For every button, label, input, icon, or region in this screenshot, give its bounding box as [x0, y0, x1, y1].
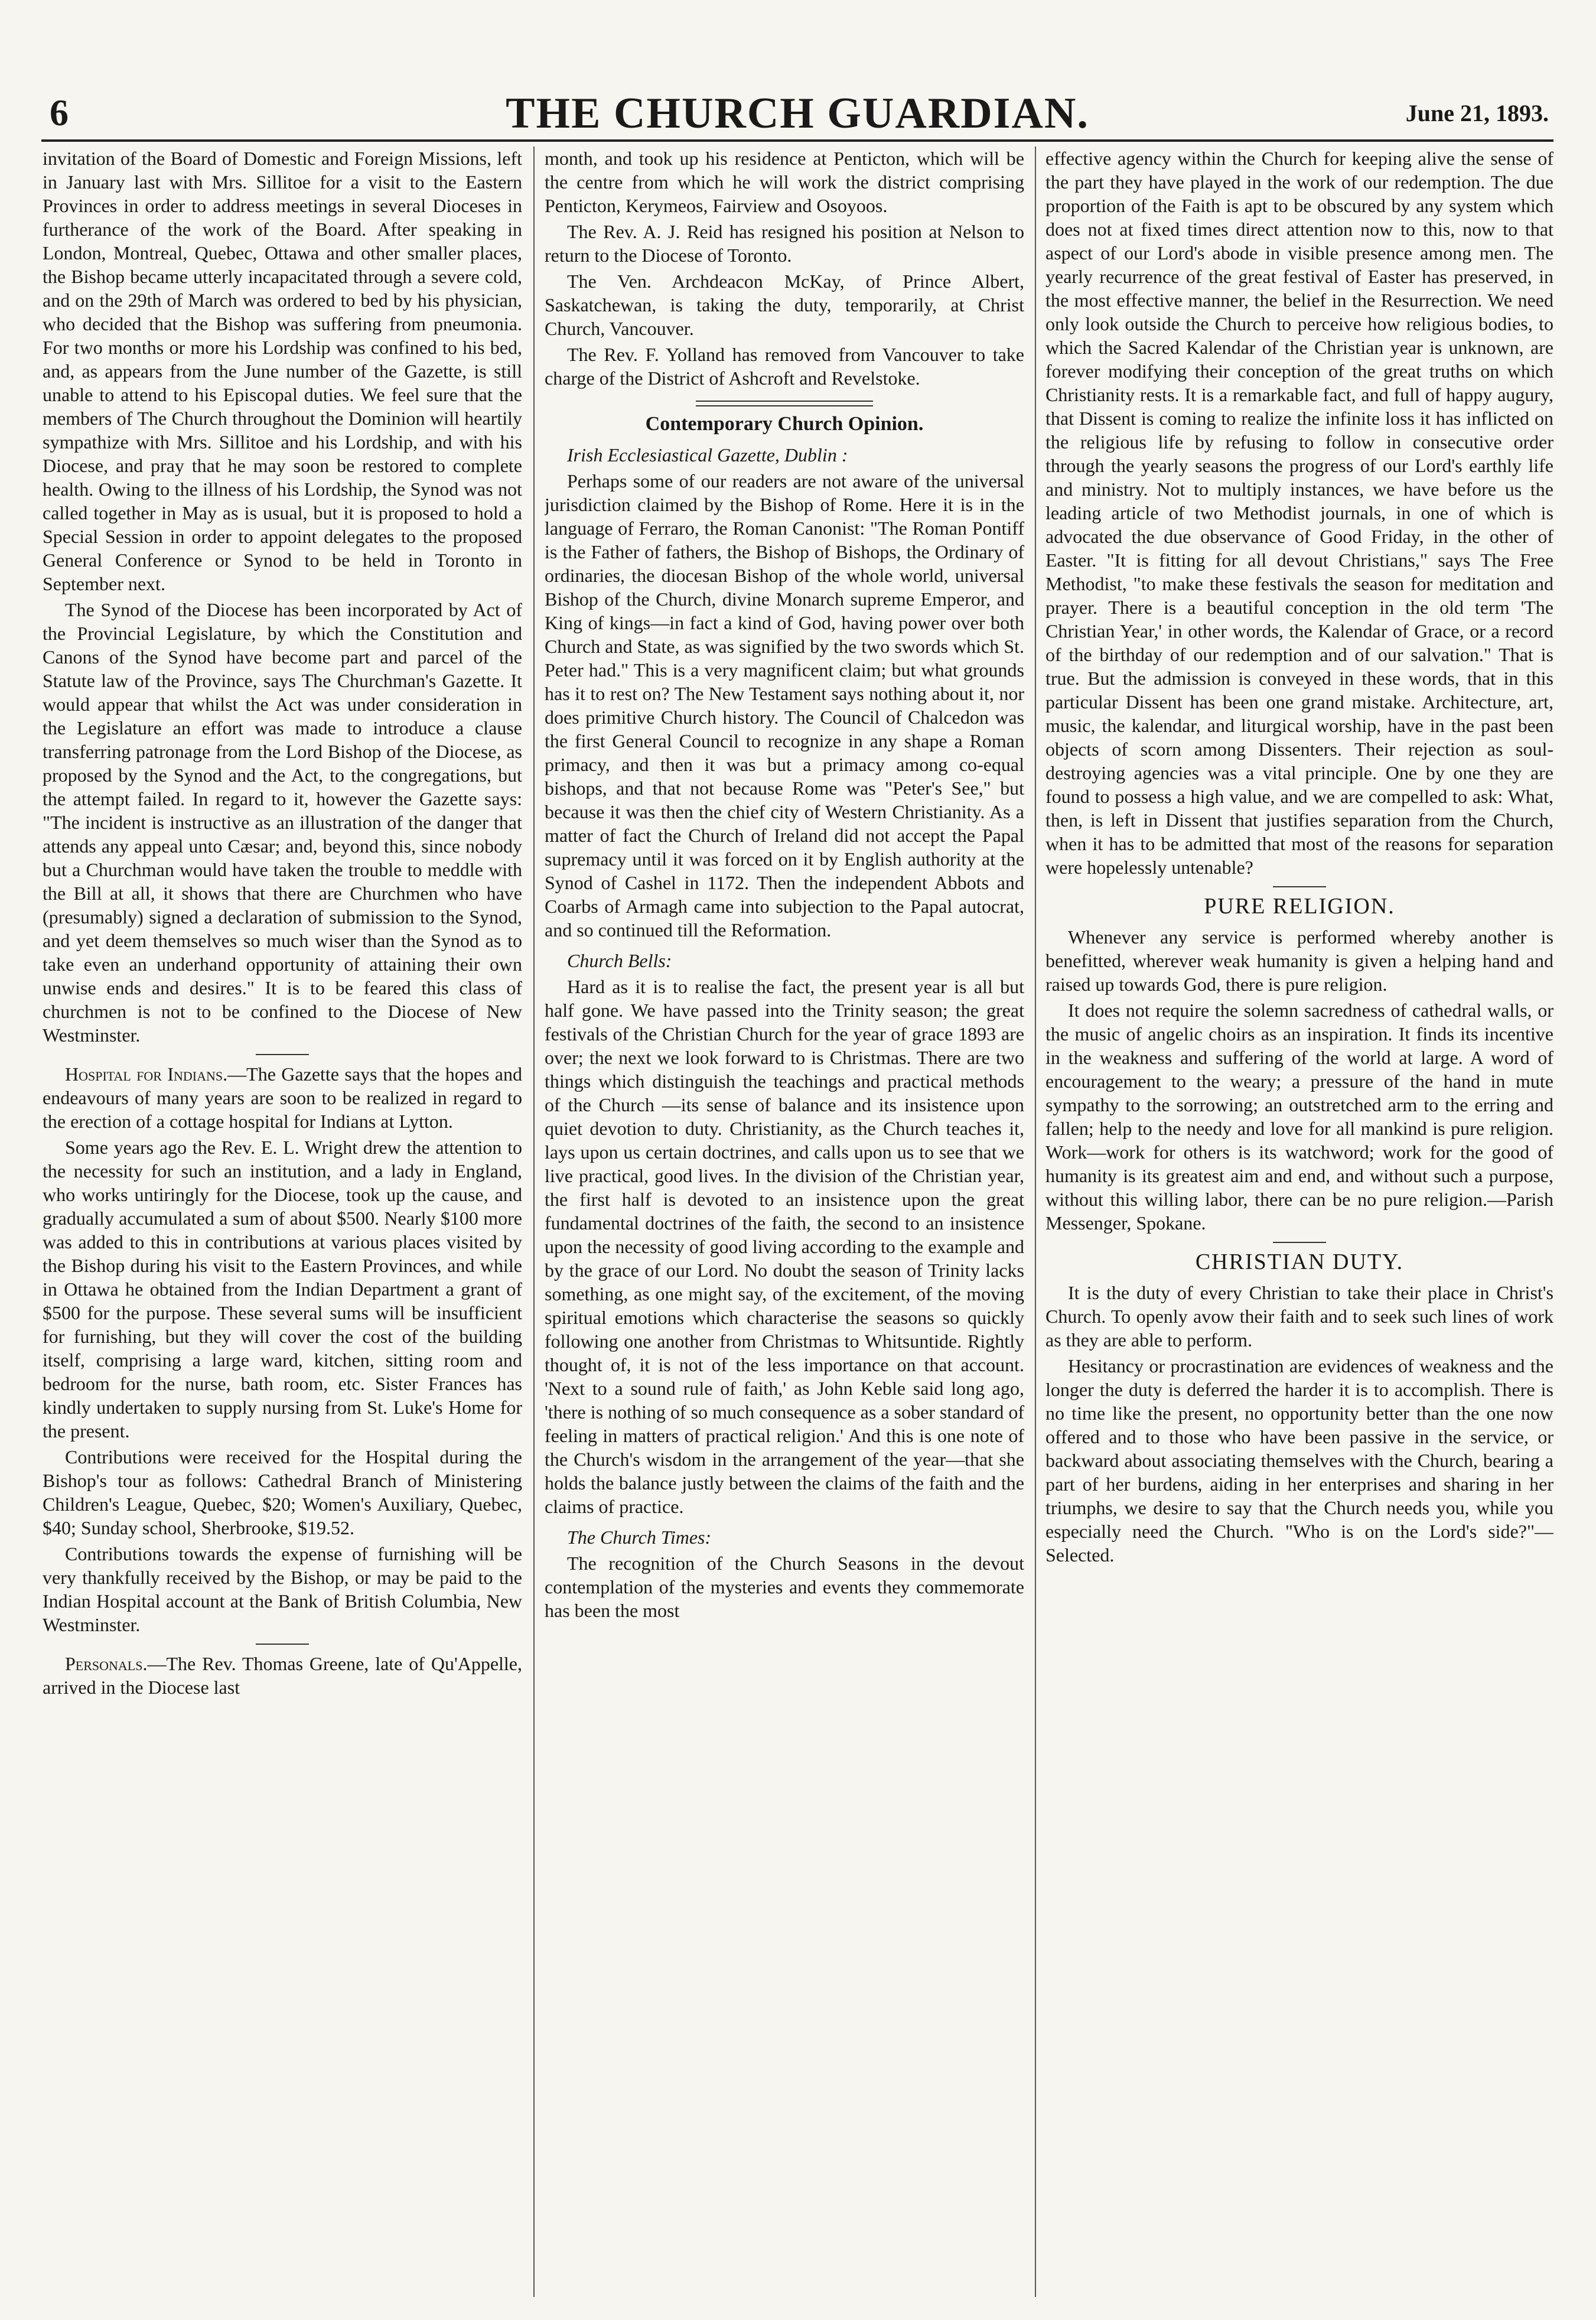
paragraph: Hard as it is to realise the fact, the present year is all but half gone. We have passed into the Trinity season; the great festivals of the Christian Church for the year of grace 1893 are over; the next we look forward to is Christmas. There are two things which distinguish the teachings and practical methods of the Church —its sense of balance and its insistence upon quiet devotion to duty. Christianity, as the Church teaches it, lays upon us certain doctrines, and calls upon us to see that we live practical, good lives. In the division of the Christian year, the first half is devoted to an insistence upon the great fundamental doctrines of the faith, the second to an insistence upon the necessity of good living according to the example and by the grace of our Lord. No doubt the season of Trinity lacks something, as one might say, of the excitement, of the moving spiritual emotions which characterise the seasons so quickly following one another from Christmas to Whitsuntide. Rightly thought of, it is not of the less importance on that account. 'Next to a sound rule of faith,' as John Keble said long ago, 'there is nothing of so much consequence as a sober standard of feeling in matters of practical religion.' And this is one note of the Church's wisdom in the arrangement of the year—that she holds the balance justly between the claims of the faith and the claims of practice.: [545, 976, 1024, 1517]
separator: [256, 1644, 309, 1645]
separator: [256, 1054, 309, 1055]
separator: [1273, 1242, 1326, 1243]
column-divider: [533, 147, 535, 2297]
paragraph: The Ven. Archdeacon McKay, of Prince Albert, Saskatchewan, is taking the duty, temporarily, at Christ Church, Vancouver.: [545, 271, 1024, 339]
paragraph: month, and took up his residence at Penticton, which will be the centre from which he will work the district comprising Penticton, Kerymeos, Fairview and Osoyoos.: [545, 148, 1024, 216]
masthead: [41, 89, 1553, 136]
paragraph-text: —The Gazette says that the hopes and endeavours of many years are soon to be realized in regard to the erection of a cottage hospital for Indians at Lytton.: [43, 1063, 522, 1132]
source-line: Irish Ecclesiastical Gazette, Dublin :: [567, 444, 848, 466]
paragraph: The Rev. A. J. Reid has resigned his position at Nelson to return to the Diocese of Toronto.: [545, 221, 1024, 266]
paragraph-text: —The Rev. Thomas Greene, late of Qu'Appelle, arrived in the Diocese last: [43, 1653, 522, 1698]
paragraph: Perhaps some of our readers are not aware of the universal jurisdiction claimed by the Bishop of Rome. Here it is in the language of Ferraro, the Roman Canonist: "The Roman Pontiff is the Father of fathers, the Bishop of Bishops, the Ordinary of ordinaries, the diocesan Bishop of the whole world, universal Bishop of the Church, divine Monarch supreme Emperor, and King of kings—in fact a kind of God, having power over both Church and State, as was signified by the two swords which St. Peter had." This is a very magnificent claim; but what grounds has it to rest on? The New Testament says nothing about it, nor does primitive Church history. The Council of Chalcedon was the first General Council to recognize in any shape a Roman primacy, and then it was but a primacy among co-equal bishops, and that not because Rome was "Peter's See," but because it was then the chief city of Western Christianity. As a matter of fact the Church of Ireland did not accept the Papal supremacy until it was forced on it by English authority at the Synod of Cashel in 1172. Then the independent Abbots and Coarbs of Armagh came into subjection to the Papal autocrat, and so continued till the Reformation.: [545, 470, 1024, 941]
heading-pure-religion: PURE RELIGION.: [1204, 894, 1395, 919]
source-line: Church Bells:: [567, 950, 672, 971]
paragraph: Contributions towards the expense of furnishing will be very thankfully received by the Bishop, or may be paid to the Indian Hospital account at the Bank of British Columbia, New Westminster.: [43, 1543, 522, 1635]
paragraph: Contributions were received for the Hospital during the Bishop's tour as follows: Cathedral Branch of Ministering Children's League, Quebec, $20; Women's Auxiliary, Quebec, $40; Sunday school, Sherbrooke, $19.52.: [43, 1446, 522, 1538]
paragraph: The Rev. F. Yolland has removed from Vancouver to take charge of the District of Ashcroft and Revelstoke.: [545, 344, 1024, 389]
issue-date: June 21, 1893.: [1405, 100, 1549, 126]
paragraph: effective agency within the Church for keeping alive the sense of the part they have played in the work of our redemption. The due proportion of the Faith is apt to be obscured by any system which does not at fixed times direct attention now to this, now to that aspect of our Lord's abode in visible presence among men. The yearly recurrence of the great festival of Easter has preserved, in the most effective manner, the belief in the Resurrection. We need only look outside the Church to perceive how religious bodies, to which the Sacred Kalendar of the Christian year is unknown, are forever modifying their conception of the great truths on which Christianity rests. It is a remarkable fact, and full of happy augury, that Dissent is coming to realize the infinite loss it has inflicted on the religious life by refusing to follow in consecutive order through the yearly seasons the progress of our Lord's earthly life and ministry. Not to multiply instances, we have before us the leading article of two Methodist journals, in one of which is advocated the due observance of Good Friday, in the other of Easter. "It is fitting for all devout Christians," says The Free Methodist, "to make these festivals the season for meditation and prayer. There is a beautiful conception in the old term 'The Christian Year,' in other words, the Kalendar of Grace, or a record of the birthday of our redemption and of our salvation." That is true. But the admission is conveyed in these words, that in this particular Dissent has been one grand mistake. Architecture, art, music, the kalendar, and liturgical worship, have in the past been objects of scorn among Dissenters. Their rejection as soul-destroying agencies was a vital principle. One by one they are found to possess a high value, and we are compelled to ask: What, then, is left in Dissent that justifies separation from the Church, when it has to be admitted that most of the reasons for separation were hopelessly untenable?: [1045, 148, 1553, 878]
paragraph: Hesitancy or procrastination are evidences of weakness and the longer the duty is deferred the harder it is to accomplish. There is no time like the present, no opportunity better than the one now offered and to those who have been passive in the service, or backward about associating themselves with the Church, bearing a part of her burdens, aiding in her enterprises and sharing in her triumphs, we desire to say that the Church needs you, while you especially need the Church. "Who is on the Lord's side?"—Selected.: [1045, 1355, 1553, 1566]
paragraph-hospital: [43, 1062, 522, 1133]
run-in-head: Hospital for Indians.: [65, 1063, 228, 1085]
paragraph: It is the duty of every Christian to take their place in Christ's Church. To openly avow their faith and to seek such lines of work as they are able to perform.: [1045, 1282, 1553, 1351]
paragraph: Whenever any service is performed whereby another is benefitted, wherever weak humanity is given a helping hand and raised up towards God, there is pure religion.: [1045, 926, 1553, 995]
paragraph: Some years ago the Rev. E. L. Wright drew the attention to the necessity for such an institution, and a lady in England, who works untiringly for the Diocese, took up the cause, and gradually accumulated a sum of about $500. Nearly $100 more was added to this in contributions at various places visited by the Bishop during his visit to the Eastern Provinces, and while in Ottawa he obtained from the Indian Department a grant of $500 for the purpose. These several sums will be insufficient for furnishing, but they will cover the cost of the building itself, comprising a large ward, kitchen, sitting room and bedroom for the nurse, bath room, etc. Sister Frances has kindly undertaken to supply nursing from St. Luke's Home for the present.: [43, 1137, 522, 1442]
separator: [1273, 886, 1326, 887]
paragraph: invitation of the Board of Domestic and Foreign Missions, left in January last with Mrs. Sillitoe for a visit to the Eastern Provinces in order to address meetings in several Dioceses in furtherance of the work of the Board. After speaking in London, Montreal, Quebec, Ottawa and other smaller places, the Bishop became utterly incapacitated through a severe cold, and on the 29th of March was ordered to bed by his physician, who decided that the Bishop was suffering from pneumonia. For two months or more his Lordship was confined to his bed, and, as appears from the June number of the Gazette, is still unable to attend to his Episcopal duties. We feel sure that the members of The Church throughout the Dominion will heartily sympathize with Mrs. Sillitoe and his Lordship, and with his Diocese, and pray that he may soon be restored to complete health. Owing to the illness of his Lordship, the Synod was not called together in May as is usual, but it is proposed to hold a Special Session in order to appoint delegates to the proposed General Conference or Synod to be held in Toronto in September next.: [43, 148, 522, 594]
page-number: 6: [50, 92, 69, 134]
paragraph: The Synod of the Diocese has been incorporated by Act of the Provincial Legislature, by which the Constitution and Canons of the Synod have become part and parcel of the Statute law of the Province, says The Churchman's Gazette. It would appear that whilst the Act was under consideration in the Legislature an effort was made to introduce a clause transferring patronage from the Lord Bishop of the Diocese, as proposed by the Synod and the Act, to the congregations, but the attempt failed. In regard to it, however the Gazette says: "The incident is instructive as an illustration of the danger that attends any appeal unto Cæsar; and, beyond this, since nobody but a Churchman would have taken the trouble to meddle with the Bill at all, it shows that there are Churchmen who have (presumably) signed a declaration of submission to the Synod, and yet deem themselves so much wiser than the Synod as to take even an underhand opportunity of attaining their own unwise ends and desires." It is to be feared this class of churchmen is not to be confined to the Diocese of New Westminster.: [43, 599, 522, 1046]
header-rule: [41, 139, 1553, 142]
paragraph-personals: [43, 1652, 522, 1699]
run-in-head: Personals.: [65, 1653, 148, 1674]
paragraph: It does not require the solemn sacredness of cathedral walls, or the music of angelic choirs as an inspiration. It finds its incentive in the weakness and suffering of the world at large. A word of encouragement to the weary; a pressure of the hand in mute sympathy to the sorrowing; an outstretched arm to the erring and fallen; help to the needy and love for all mankind is pure religion. Work—work for others is its watchword; work for the good of humanity is its greatest aim and end, and without such a purpose, without this willing labor, there can be no pure religion.—Parish Messenger, Spokane.: [1045, 1000, 1553, 1234]
paragraph: The recognition of the Church Seasons in the devout contemplation of the mysteries and events they commemorate has been the most: [545, 1553, 1024, 1621]
column-divider: [1035, 147, 1036, 2297]
column-1: [43, 147, 522, 2297]
section-heading: Contemporary Church Opinion.: [645, 413, 924, 435]
section-rule: [696, 401, 873, 406]
column-2: [545, 147, 1024, 2297]
column-3: [1045, 147, 1553, 2297]
newspaper-title: THE CHURCH GUARDIAN.: [506, 89, 1089, 138]
source-line: The Church Times:: [567, 1527, 712, 1548]
heading-christian-duty: CHRISTIAN DUTY.: [1195, 1250, 1404, 1274]
